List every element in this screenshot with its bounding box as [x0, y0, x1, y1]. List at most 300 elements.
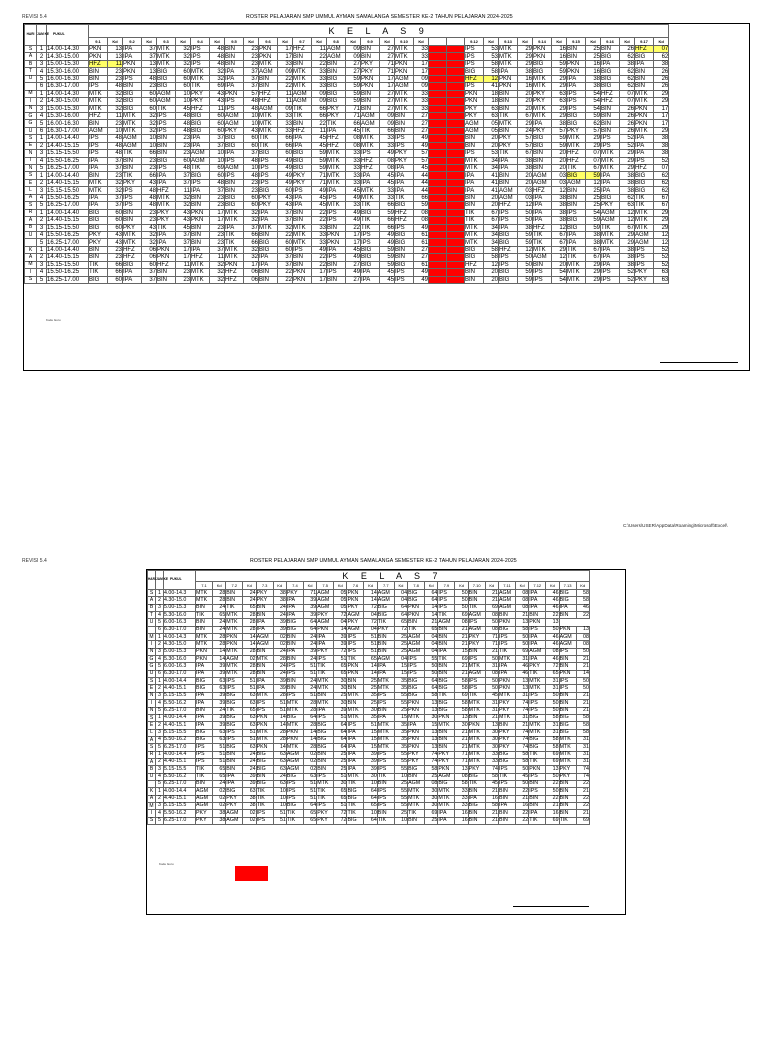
subject-cell: PKY [226, 795, 243, 802]
teacher-code: 22 [346, 224, 361, 231]
kd-label: Kd [552, 38, 567, 46]
subject-cell: BIG [191, 172, 210, 179]
teacher-code: 24 [273, 663, 286, 670]
subject-cell: BIN [327, 261, 346, 268]
subject-cell: MTK [317, 678, 334, 685]
subject-cell: BIN [157, 269, 176, 276]
teacher-code: 49 [278, 165, 293, 172]
subject-cell: MTK [395, 53, 414, 60]
teacher-code: 32 [176, 60, 191, 67]
day-letter: N [148, 648, 156, 655]
subject-cell: BIG [196, 678, 213, 685]
teacher-code: 55 [394, 795, 407, 802]
revision-label: REVISI 5.4 [22, 14, 47, 20]
teacher-code: 29 [552, 112, 567, 119]
subject-cell: IPA [196, 670, 213, 677]
teacher-code: 25 [394, 648, 407, 655]
teacher-code: 03 [552, 172, 567, 179]
teacher-code: 46 [546, 656, 559, 663]
teacher-code: 28 [213, 634, 226, 641]
teacher-code: 60 [108, 209, 123, 216]
subject-cell: IPA [498, 670, 515, 677]
teacher-code: 23 [108, 120, 123, 127]
teacher-code: 66 [312, 105, 327, 112]
teacher-code: 14 [303, 729, 316, 736]
jam-cell: 3 [156, 648, 164, 655]
subject-cell: AGM [499, 194, 518, 201]
table-row [148, 773, 590, 780]
teacher-code: 22 [278, 83, 293, 90]
subject-cell: IPS [377, 758, 394, 765]
jam-cell: 1 [37, 172, 47, 179]
subject-cell: BIG [408, 590, 425, 597]
teacher-code: 50 [546, 692, 559, 699]
subject-cell: BIG [529, 744, 546, 751]
teacher-code: 20 [552, 157, 567, 164]
subject-cell: IPS [499, 261, 518, 268]
teacher-code: 67 [552, 231, 567, 238]
subject-cell: IPS [226, 685, 243, 692]
subject-cell: AGM [438, 619, 455, 626]
subject-cell: PKY [317, 648, 334, 655]
teacher-code: 38 [620, 254, 635, 261]
subject-cell: HFZ [327, 135, 346, 142]
teacher-code: 21 [576, 707, 589, 714]
subject-cell: IPS [293, 187, 312, 194]
teacher-code: 57 [518, 135, 533, 142]
subject-cell: AGM [191, 150, 210, 157]
teacher-code: 09 [346, 46, 361, 53]
blank-header-cell [429, 38, 447, 46]
subject-cell: BIG [465, 254, 484, 261]
teacher-code: 50 [576, 685, 589, 692]
subject-cell: IPS [408, 656, 425, 663]
teacher-code: 66 [278, 142, 293, 149]
jam-cell: 1 [37, 90, 47, 97]
subject-cell: IPA [317, 707, 334, 714]
subject-cell: IPS [286, 795, 303, 802]
teacher-code: 45 [312, 202, 327, 209]
subject-cell: BIN [498, 788, 515, 795]
teacher-code: 54 [586, 209, 601, 216]
teacher-code: 65 [303, 810, 316, 817]
subject-cell: BIG [317, 736, 334, 743]
jam-cell: 3 [37, 261, 47, 268]
subject-cell: IPA [196, 700, 213, 707]
teacher-code: 16 [518, 75, 533, 82]
subject-cell: AGM [438, 773, 455, 780]
teacher-code: 21 [576, 810, 589, 817]
signature-line [513, 906, 589, 907]
time-cell: 15.00-15.30 [47, 60, 89, 67]
teacher-code: 32 [108, 187, 123, 194]
teacher-code: 09 [346, 53, 361, 60]
teacher-code: 69 [210, 83, 225, 90]
subject-cell: BIN [225, 187, 244, 194]
teacher-code: 22 [576, 780, 589, 787]
subject-cell: IPS [327, 209, 346, 216]
teacher-code: 02 [303, 766, 316, 773]
subject-cell: BIG [196, 729, 213, 736]
subject-cell: BIN [123, 157, 142, 164]
jam-cell: 2 [156, 758, 164, 765]
teacher-code: 09 [414, 75, 429, 82]
table-row [25, 157, 669, 164]
subject-cell: BIN [361, 53, 380, 60]
subject-cell: PKY [498, 744, 515, 751]
subject-cell: BIG [601, 53, 620, 60]
teacher-code: 67 [552, 239, 567, 246]
red-column-cell [447, 142, 465, 149]
day-letter: S [148, 678, 156, 685]
subject-cell: IPA [226, 780, 243, 787]
subject-cell: BIG [408, 685, 425, 692]
subject-cell: AGM [317, 604, 334, 611]
subject-cell: IPS [567, 209, 586, 216]
subject-cell: PKN [529, 766, 546, 773]
subject-cell: IPA [438, 817, 455, 824]
subject-cell: MTK [89, 179, 108, 186]
subject-cell: BIN [347, 700, 364, 707]
subject-cell: MTK [293, 231, 312, 238]
teacher-code: 28 [213, 597, 226, 604]
subject-cell: PKY [327, 105, 346, 112]
teacher-code: 71 [485, 634, 498, 641]
subject-cell: IPS [567, 90, 586, 97]
subject-cell: PKY [286, 590, 303, 597]
subject-cell: IPS [559, 648, 576, 655]
subject-cell: BIG [259, 246, 278, 253]
teacher-code: 14 [273, 714, 286, 721]
subject-cell: HFZ [259, 98, 278, 105]
subject-cell: PKY [533, 127, 552, 134]
subject-cell: PKY [347, 619, 364, 626]
teacher-code: 63 [552, 90, 567, 97]
subject-cell: IPS [601, 276, 620, 283]
teacher-code: 31 [485, 700, 498, 707]
teacher-code: 37 [142, 269, 157, 276]
subject-cell: BIN [226, 758, 243, 765]
subject-cell: BIN [327, 68, 346, 75]
teacher-code: 64 [303, 626, 316, 633]
day-letter: B [148, 766, 156, 773]
day-letter: A [148, 736, 156, 743]
teacher-code: 45 [346, 187, 361, 194]
page-kelas-9 [0, 0, 768, 512]
subject-cell: PKY [567, 127, 586, 134]
subject-cell: IPS [327, 254, 346, 261]
subject-cell: IPS [327, 194, 346, 201]
subject-cell: PKN [286, 729, 303, 736]
teacher-code: 49 [414, 142, 429, 149]
subject-cell: MTK [191, 269, 210, 276]
teacher-code: 59 [346, 90, 361, 97]
subject-cell: MTK [499, 46, 518, 53]
teacher-code: 23 [108, 75, 123, 82]
teacher-code: 51 [273, 707, 286, 714]
time-cell: 6.30-17.0 [164, 626, 196, 633]
teacher-code: 50 [518, 217, 533, 224]
teacher-code: 21 [455, 641, 468, 648]
subject-cell: TIK [256, 795, 273, 802]
teacher-code: 65 [364, 802, 377, 809]
teacher-code: 38 [654, 135, 669, 142]
teacher-code: 30 [334, 700, 347, 707]
subject-cell: IPS [361, 239, 380, 246]
subject-cell: IPA [465, 187, 484, 194]
teacher-code: 48 [244, 105, 259, 112]
subject-cell: BIN [259, 231, 278, 238]
subject-cell: MTK [157, 202, 176, 209]
kd-label: Kd [278, 38, 293, 46]
subject-cell: MTK [293, 224, 312, 231]
subject-cell: IPS [377, 700, 394, 707]
teacher-code: 62 [654, 187, 669, 194]
subject-cell: IPA [395, 187, 414, 194]
day-letter: I [25, 98, 37, 105]
red-column-cell [447, 135, 465, 142]
teacher-code: 08 [515, 590, 528, 597]
teacher-code: 62 [620, 75, 635, 82]
day-letter [25, 239, 37, 246]
teacher-code: 51 [364, 648, 377, 655]
subject-cell: BIG [226, 722, 243, 729]
teacher-code: 58 [576, 714, 589, 721]
time-cell: 15.15-15.50 [47, 261, 89, 268]
teacher-code: 51 [213, 751, 226, 758]
subject-cell: IPS [377, 692, 394, 699]
teacher-code: 45 [312, 194, 327, 201]
teacher-code: 38 [586, 239, 601, 246]
teacher-code: 21 [455, 663, 468, 670]
time-cell: 14.00-14.40 [47, 246, 89, 253]
teacher-code: 51 [243, 736, 256, 743]
teacher-code: 60 [244, 135, 259, 142]
teacher-code: 50 [518, 261, 533, 268]
time-cell: 5.15-15.5 [164, 802, 196, 809]
teacher-code: 74 [515, 700, 528, 707]
teacher-code: 23 [142, 217, 157, 224]
teacher-code: 08 [346, 135, 361, 142]
subject-cell: BIN [377, 634, 394, 641]
day-letter: G [25, 120, 37, 127]
teacher-code: 31 [515, 692, 528, 699]
table-row [148, 597, 590, 604]
subject-cell: IPS [89, 142, 108, 149]
subject-cell: BIN [293, 60, 312, 67]
teacher-code: 71 [346, 112, 361, 119]
subject-cell: BIN [89, 120, 108, 127]
subject-cell: IPA [601, 60, 620, 67]
time-cell: 6.25-17.0 [164, 744, 196, 751]
subject-cell: IPA [529, 590, 546, 597]
teacher-code: 65 [364, 656, 377, 663]
subject-cell: BIN [468, 817, 485, 824]
teacher-code: 50 [546, 773, 559, 780]
subject-cell: IPS [191, 179, 210, 186]
teacher-code: 31 [546, 729, 559, 736]
subject-cell: IPS [635, 254, 654, 261]
red-column-cell [429, 239, 447, 246]
teacher-code: 59 [586, 217, 601, 224]
teacher-code: 39 [243, 780, 256, 787]
teacher-code: 02 [213, 802, 226, 809]
red-column-cell [447, 83, 465, 90]
subject-cell: HFZ [499, 202, 518, 209]
teacher-code: 25 [364, 700, 377, 707]
teacher-code: 61 [414, 239, 429, 246]
subject-cell: IPA [377, 663, 394, 670]
subject-cell: BIG [256, 766, 273, 773]
subject-cell: AGM [286, 751, 303, 758]
subject-cell: BIN [89, 75, 108, 82]
teacher-code: 55 [394, 802, 407, 809]
teacher-code: 66 [244, 239, 259, 246]
teacher-code: 48 [210, 53, 225, 60]
kd-label: Kd [586, 38, 601, 46]
teacher-code: 32 [244, 254, 259, 261]
subject-cell: MTK [601, 231, 620, 238]
teacher-code: 20 [552, 150, 567, 157]
subject-cell: BIG [286, 619, 303, 626]
time-cell: 16.00-16.30 [47, 120, 89, 127]
day-letter: U [25, 127, 37, 134]
subject-cell: IPA [293, 135, 312, 142]
subject-cell: IPS [498, 634, 515, 641]
subject-cell: AGM [468, 612, 485, 619]
subject-cell: BIN [293, 261, 312, 268]
jam-cell: 4 [156, 736, 164, 743]
subject-cell: IPA [499, 224, 518, 231]
page-kelas-7 [0, 545, 768, 1057]
subject-cell: TIK [438, 656, 455, 663]
teacher-code: 65 [334, 670, 347, 677]
subject-cell: IPA [533, 217, 552, 224]
subject-cell: BIN [438, 736, 455, 743]
subject-cell: IPS [377, 751, 394, 758]
subject-cell: BIN [259, 276, 278, 283]
red-column-cell [429, 60, 447, 67]
day-letter: I [148, 641, 156, 648]
subject-cell: MTK [567, 142, 586, 149]
table-row [25, 261, 669, 268]
time-cell: 15.50-16.25 [47, 269, 89, 276]
teacher-code: 60 [278, 150, 293, 157]
day-letter: E [25, 179, 37, 186]
table-row [25, 83, 669, 90]
subject-cell: TIK [499, 112, 518, 119]
subject-cell: IPS [259, 179, 278, 186]
subject-cell: PKY [361, 60, 380, 67]
kd-label: Kd [576, 582, 589, 590]
subject-cell: HFZ [395, 217, 414, 224]
subject-cell: BIN [395, 112, 414, 119]
teacher-code: 06 [244, 269, 259, 276]
subject-cell: BIN [377, 707, 394, 714]
teacher-code: 38 [620, 60, 635, 67]
day-letter: K [25, 246, 37, 253]
subject-cell: IPA [259, 209, 278, 216]
teacher-code: 25 [425, 817, 438, 824]
subject-cell: BIN [157, 142, 176, 149]
teacher-code: 17 [278, 46, 293, 53]
table-row [148, 641, 590, 648]
teacher-code: 07 [586, 157, 601, 164]
teacher-code: 04 [425, 641, 438, 648]
teacher-code: 63 [273, 751, 286, 758]
table-row [148, 612, 590, 619]
class-label: 9.16 [601, 38, 620, 46]
time-cell: 16.25-17.00 [47, 202, 89, 209]
subject-cell: BIN [438, 744, 455, 751]
class-label: 9.15 [567, 38, 586, 46]
teacher-code: 33 [414, 105, 429, 112]
subject-cell: BIG [465, 246, 484, 253]
subject-cell: PKN [465, 98, 484, 105]
teacher-code: 08 [546, 648, 559, 655]
teacher-code: 24 [518, 127, 533, 134]
subject-cell: MTK [123, 120, 142, 127]
teacher-code: 24 [273, 670, 286, 677]
teacher-code: 39 [213, 670, 226, 677]
subject-cell: MTK [468, 758, 485, 765]
subject-cell: PKY [123, 179, 142, 186]
subject-cell: BIN [438, 634, 455, 641]
kd-label: Kd [654, 38, 669, 46]
day-letter: E [148, 685, 156, 692]
teacher-code: 27 [380, 98, 395, 105]
table-row [25, 209, 669, 216]
subject-cell: MTK [317, 700, 334, 707]
jam-cell: 1 [156, 788, 164, 795]
jam-cell: 2 [37, 254, 47, 261]
teacher-code: 48 [142, 187, 157, 194]
subject-cell: PKN [226, 634, 243, 641]
teacher-code: 15 [364, 736, 377, 743]
subject-cell: BIN [438, 663, 455, 670]
teacher-code: 25 [586, 53, 601, 60]
subject-cell: MTK [196, 590, 213, 597]
teacher-code: 64 [425, 685, 438, 692]
day-letter: B [25, 224, 37, 231]
teacher-code: 57 [586, 127, 601, 134]
teacher-code: 50 [455, 604, 468, 611]
subject-cell: BIN [601, 105, 620, 112]
table-row [25, 179, 669, 186]
teacher-code: 25 [425, 773, 438, 780]
teacher-code: 27 [380, 105, 395, 112]
teacher-code: 21 [576, 663, 589, 670]
teacher-code: 34 [484, 157, 499, 164]
subject-cell: MTK [226, 670, 243, 677]
subject-cell: BIN [499, 98, 518, 105]
teacher-code: 23 [244, 179, 259, 186]
teacher-code: 14 [243, 641, 256, 648]
teacher-code: 03 [518, 187, 533, 194]
subject-cell: BIG [601, 194, 620, 201]
teacher-code: 72 [334, 817, 347, 824]
teacher-code: 59 [518, 231, 533, 238]
subject-cell: BIG [256, 780, 273, 787]
subject-cell: IPA [123, 269, 142, 276]
teacher-code: 37 [108, 202, 123, 209]
teacher-code: 59 [346, 75, 361, 82]
subject-cell: IPA [317, 641, 334, 648]
teacher-code: 29 [654, 98, 669, 105]
day-letter [148, 626, 156, 633]
teacher-code: 23 [244, 53, 259, 60]
teacher-code: 50 [546, 707, 559, 714]
